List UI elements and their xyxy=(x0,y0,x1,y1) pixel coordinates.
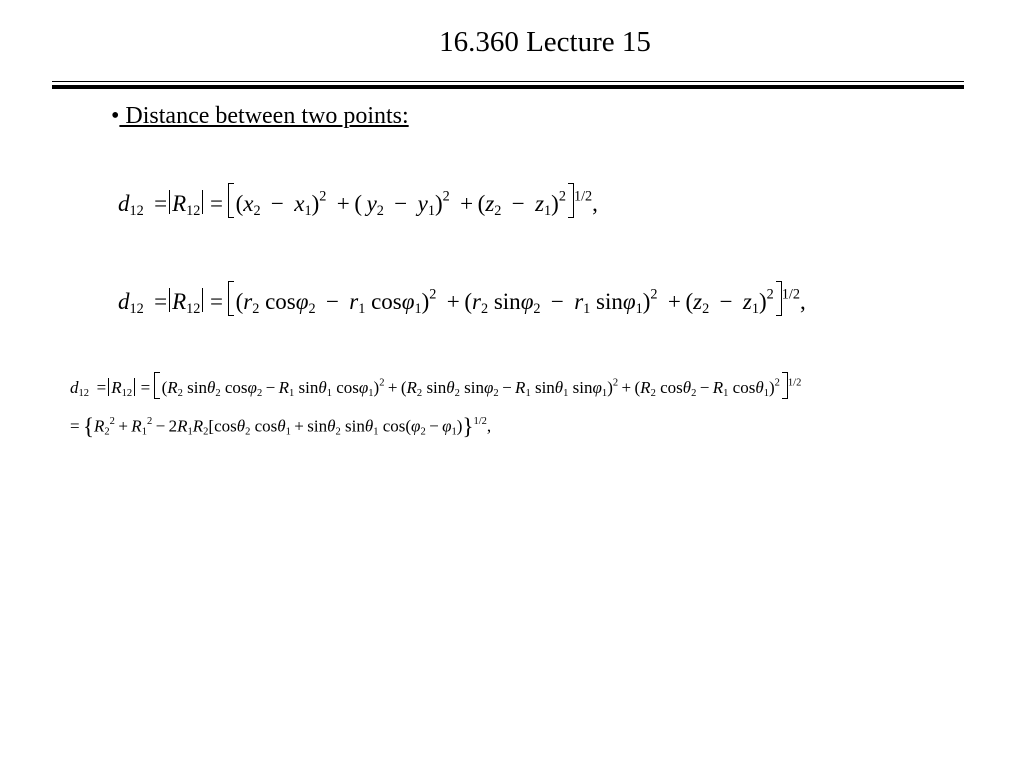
equation-cartesian: $d_{12} = R_{12} = (x_2 - x_1)^2$ + ( $y_2 - y_1)^2 + (z_2 - z_1)^2$ $^{1/2}$, xyxy=(118,183,598,218)
title-divider-thin xyxy=(52,81,964,82)
bullet-text: Distance between two points: xyxy=(119,103,409,129)
slide-title: 16.360 Lecture 15 xyxy=(439,26,651,58)
equation-cylindrical: $d_{12} = R_{12} = (r_2$ $\cos\varphi_2 - r_1$ $\cos\varphi_1)^2 + (r_2$ $\sin\varphi_2 - r_1$ $\sin\varphi_1)^2 + (z_2 - z_1)^2$ $^{1/2}$, xyxy=(118,281,806,316)
equation-spherical-line1: $d_{12} = R_{12} = (R_2$ sinθ$_2$ $\cos\varphi_2 - R_1$ sinθ$_1$ $\cos\varphi_1)^2 + (R_2$ sinθ$_2$ $\sin\varphi_2 - R_1$ sinθ$_1$ $\sin\varphi_1)^2 + (R_2$ $\cos\theta_2 - R_1$ cosθ$_1$)$^2$ $^{1/2}$ xyxy=(70,372,801,399)
title-divider-thick xyxy=(52,85,964,89)
bullet-point xyxy=(111,103,409,130)
bullet-marker: • xyxy=(111,103,120,129)
equation-spherical-line2: = {$R_2^2 + R_1^2 - 2R_1R_2[\cos\theta_2$ cosθ$_1$ + sinθ$_2$ sinθ$_1$ $\cos(\varphi_2 - \varphi_1)\}^{1/2}$, xyxy=(70,414,492,439)
